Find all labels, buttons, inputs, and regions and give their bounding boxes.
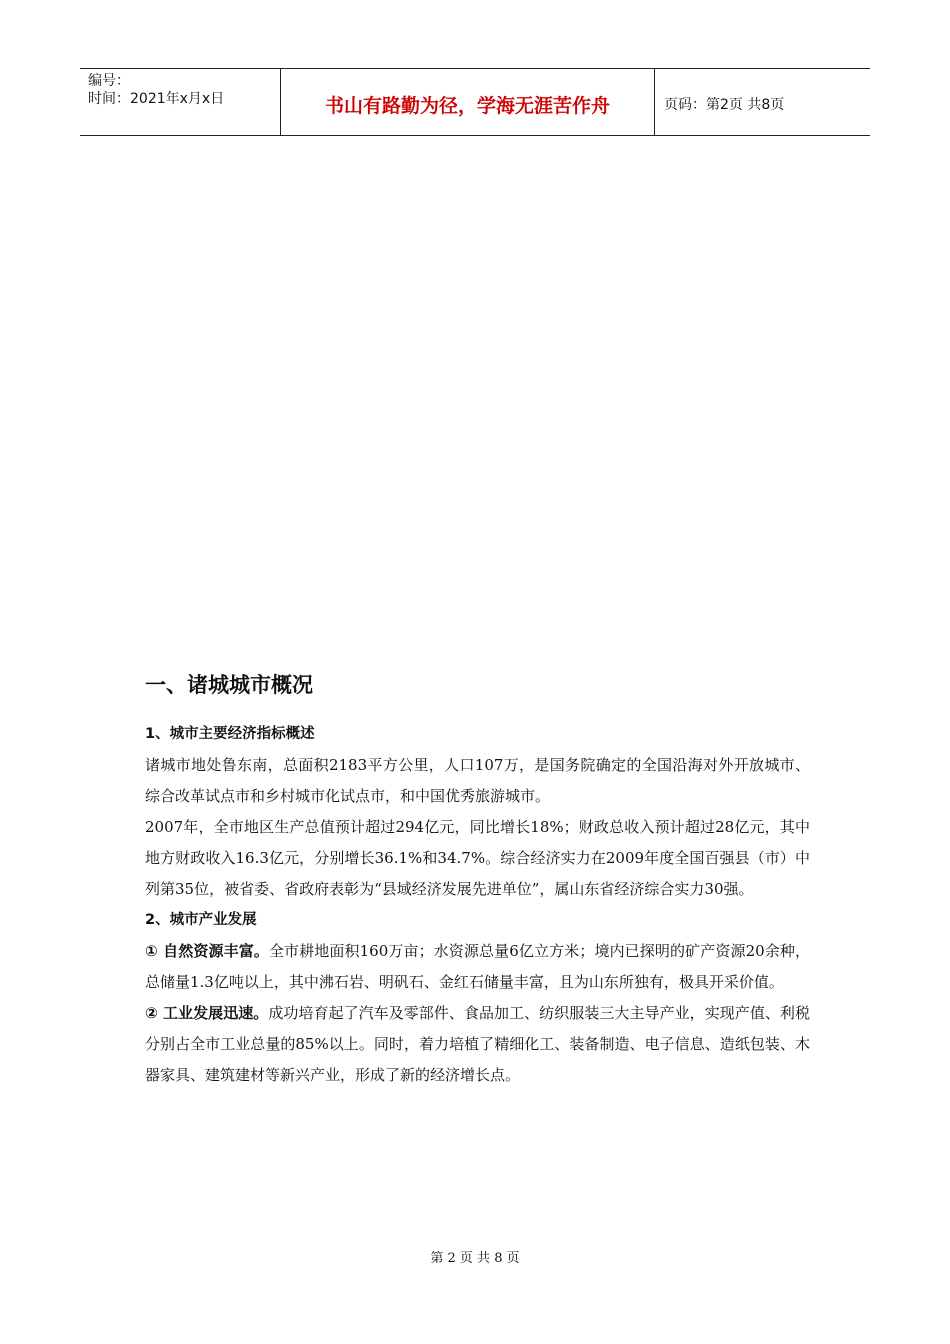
- number-label: 编号：: [88, 73, 130, 89]
- page-header: [80, 68, 870, 136]
- section-title: 一、诸城城市概况: [145, 673, 313, 697]
- page-footer: 第 2 页 共 8 页: [430, 1251, 520, 1266]
- industry-text: 成功培育起了汽车及零部件、食品加工、纺织服装三大主导产业，实现产值、利税分别占全市工业总量的85%以上。同时，着力培植了精细化工、装备制造、电子信息、造纸包装、木器家具、建筑建材等新兴产业，形成了新的经济增长点。: [145, 1004, 810, 1084]
- document-body: [145, 668, 810, 1091]
- header-motto: 书山有路勤为径，学海无涯苦作舟: [281, 69, 655, 135]
- paragraph-economy: 2007年，全市地区生产总值预计超过294亿元，同比增长18%；财政总收入预计超过28亿元，其中地方财政收入16.3亿元，分别增长36.1%和34.7%。综合经济实力在2009年度全国百强县（市）中列第35位，被省委、省政府表彰为“县域经济发展先进单位”，属山东省经济综合实力30强。: [145, 818, 810, 898]
- industry-lead: ② 工业发展迅速。: [145, 1004, 269, 1022]
- paragraph-industry: [145, 998, 810, 1091]
- resources-text: 全市耕地面积160万亩；水资源总量6亿立方米；境内已探明的矿产资源20余种，总储量1.3亿吨以上，其中沸石岩、明矾石、金红石储量丰富，且为山东所独有，极具开采价值。: [145, 942, 810, 991]
- header-meta: [80, 69, 281, 135]
- header-page-code: 页码：第2页 共8页: [664, 97, 785, 113]
- paragraph-overview: 诸城市地处鲁东南，总面积2183平方公里，人口107万，是国务院确定的全国沿海对外开放城市、综合改革试点市和乡村城市化试点市，和中国优秀旅游城市。: [145, 756, 810, 805]
- time-label: 时间：2021年x月x日: [88, 91, 225, 107]
- subsection-heading-1: 1、城市主要经济指标概述: [145, 726, 315, 742]
- resources-lead: ① 自然资源丰富。: [145, 942, 269, 960]
- paragraph-resources: [145, 936, 810, 998]
- subsection-heading-2: 2、城市产业发展: [145, 912, 257, 928]
